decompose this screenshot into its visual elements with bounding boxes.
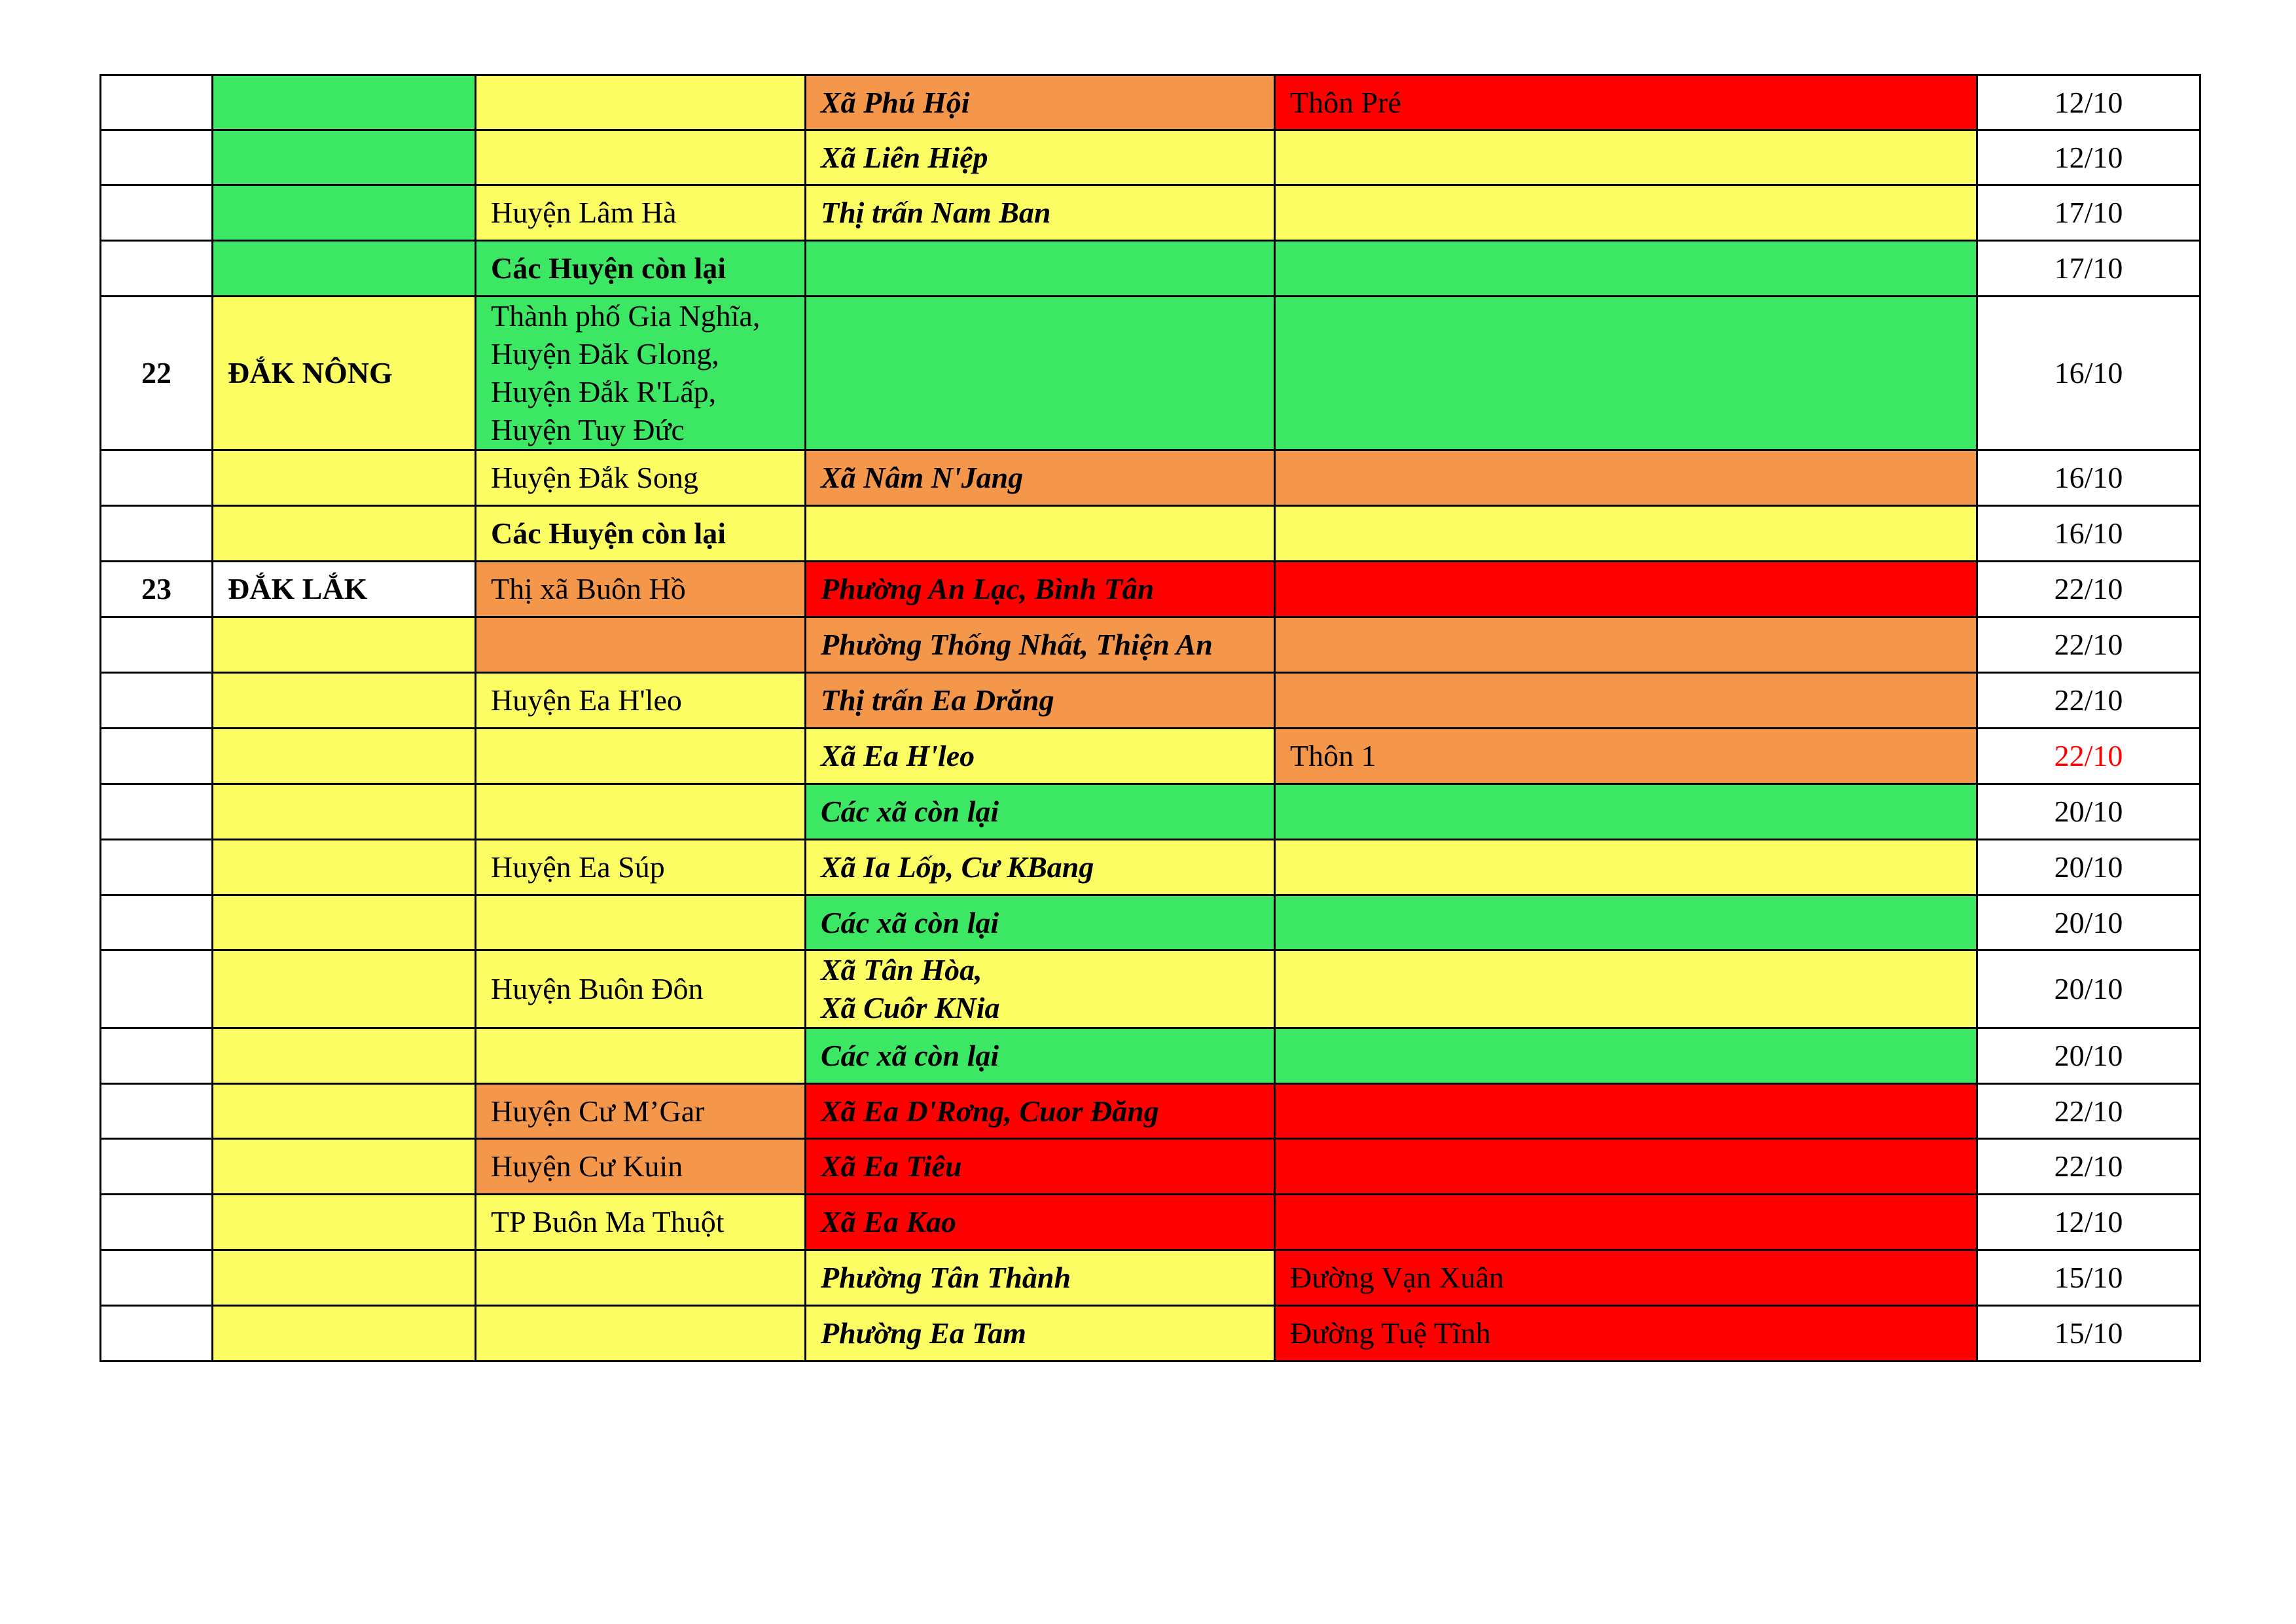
date-cell: 16/10 [1977,297,2200,450]
stt-cell [101,506,213,562]
area-cell: Thôn Pré [1275,75,1977,130]
province-cell [213,895,476,950]
date-cell: 20/10 [1977,950,2200,1028]
date-cell: 17/10 [1977,185,2200,241]
table-row [101,1028,2200,1084]
table-row [101,130,2200,185]
area-cell [1275,1195,1977,1250]
province-cell [213,1084,476,1139]
area-cell [1275,673,1977,729]
commune-cell: Các xã còn lại [806,1028,1275,1084]
area-cell [1275,450,1977,506]
commune-cell: Xã Nâm N'Jang [806,450,1275,506]
table-row [101,729,2200,784]
table-row [101,241,2200,297]
province-cell [213,506,476,562]
province-cell [213,729,476,784]
district-cell: Huyện Cư M’Gar [476,1084,806,1139]
commune-cell [806,297,1275,450]
commune-cell: Phường An Lạc, Bình Tân [806,562,1275,617]
district-cell: Thị xã Buôn Hồ [476,562,806,617]
district-cell [476,895,806,950]
province-cell [213,241,476,297]
area-cell [1275,840,1977,895]
district-cell [476,617,806,673]
province-cell: ĐẮK LẮK [213,562,476,617]
date-cell: 20/10 [1977,840,2200,895]
commune-cell: Thị trấn Nam Ban [806,185,1275,241]
province-cell [213,673,476,729]
area-cell [1275,297,1977,450]
stt-cell [101,1028,213,1084]
table-row [101,1139,2200,1195]
area-cell [1275,241,1977,297]
area-cell [1275,1139,1977,1195]
district-cell: Huyện Đắk Song [476,450,806,506]
date-cell: 22/10 [1977,1084,2200,1139]
area-cell [1275,617,1977,673]
commune-cell: Phường Ea Tam [806,1306,1275,1362]
table-row [101,562,2200,617]
district-cell [476,1028,806,1084]
date-cell: 15/10 [1977,1306,2200,1362]
stt-cell [101,784,213,840]
table-row [101,840,2200,895]
commune-cell: Xã Liên Hiệp [806,130,1275,185]
commune-cell: Các xã còn lại [806,784,1275,840]
district-cell [476,130,806,185]
date-cell: 12/10 [1977,130,2200,185]
table-body [101,75,2200,1362]
date-cell: 16/10 [1977,450,2200,506]
province-cell [213,75,476,130]
province-cell [213,950,476,1028]
district-cell: TP Buôn Ma Thuột [476,1195,806,1250]
commune-cell: Thị trấn Ea Drăng [806,673,1275,729]
commune-cell: Phường Tân Thành [806,1250,1275,1306]
commune-cell: Xã Ea Kao [806,1195,1275,1250]
province-cell [213,1195,476,1250]
area-cell: Đường Vạn Xuân [1275,1250,1977,1306]
stt-cell [101,241,213,297]
table-row [101,1306,2200,1362]
province-cell [213,1306,476,1362]
area-cell [1275,130,1977,185]
date-cell: 20/10 [1977,784,2200,840]
area-cell [1275,185,1977,241]
stt-cell [101,75,213,130]
province-cell [213,450,476,506]
stt-cell [101,1084,213,1139]
stt-cell [101,729,213,784]
table-row [101,1195,2200,1250]
district-cell [476,75,806,130]
stt-cell [101,1139,213,1195]
date-cell: 22/10 [1977,673,2200,729]
table-row [101,950,2200,1028]
date-cell: 12/10 [1977,75,2200,130]
province-cell [213,185,476,241]
district-cell: Huyện Ea H'leo [476,673,806,729]
area-cell [1275,950,1977,1028]
stt-cell [101,185,213,241]
province-cell [213,1250,476,1306]
district-cell: Thành phố Gia Nghĩa, Huyện Đăk Glong, Huyện Đắk R'Lấp, Huyện Tuy Đức [476,297,806,450]
commune-cell: Xã Phú Hội [806,75,1275,130]
date-cell: 20/10 [1977,895,2200,950]
date-cell: 12/10 [1977,1195,2200,1250]
district-cell: Huyện Cư Kuin [476,1139,806,1195]
province-cell [213,1139,476,1195]
province-cell [213,617,476,673]
area-cell [1275,506,1977,562]
table-row [101,895,2200,950]
table-row [101,297,2200,450]
area-cell [1275,895,1977,950]
table-row [101,450,2200,506]
area-cell [1275,1084,1977,1139]
date-cell: 20/10 [1977,1028,2200,1084]
stt-cell [101,617,213,673]
province-cell [213,130,476,185]
commune-cell: Các xã còn lại [806,895,1275,950]
commune-cell: Phường Thống Nhất, Thiện An [806,617,1275,673]
area-cell [1275,562,1977,617]
commune-cell [806,241,1275,297]
area-cell: Thôn 1 [1275,729,1977,784]
risk-level-table [99,74,2201,1362]
district-cell [476,729,806,784]
area-cell [1275,784,1977,840]
table-row [101,617,2200,673]
district-cell: Huyện Buôn Đôn [476,950,806,1028]
stt-cell [101,950,213,1028]
stt-cell [101,450,213,506]
date-cell: 15/10 [1977,1250,2200,1306]
province-cell: ĐẮK NÔNG [213,297,476,450]
district-cell [476,1250,806,1306]
stt-cell: 23 [101,562,213,617]
area-cell: Đường Tuệ Tĩnh [1275,1306,1977,1362]
stt-cell [101,895,213,950]
stt-cell [101,673,213,729]
commune-cell: Xã Ia Lốp, Cư KBang [806,840,1275,895]
table-row [101,784,2200,840]
stt-cell [101,1250,213,1306]
province-cell [213,1028,476,1084]
date-cell: 22/10 [1977,729,2200,784]
commune-cell [806,506,1275,562]
commune-cell: Xã Ea H'leo [806,729,1275,784]
date-cell: 17/10 [1977,241,2200,297]
table-row [101,506,2200,562]
commune-cell: Xã Ea Tiêu [806,1139,1275,1195]
table-row [101,1250,2200,1306]
province-cell [213,840,476,895]
district-cell [476,784,806,840]
stt-cell [101,1195,213,1250]
area-cell [1275,1028,1977,1084]
commune-cell: Xã Ea D'Rơng, Cuor Đăng [806,1084,1275,1139]
date-cell: 22/10 [1977,1139,2200,1195]
stt-cell [101,130,213,185]
district-cell: Huyện Ea Súp [476,840,806,895]
district-cell: Các Huyện còn lại [476,506,806,562]
district-cell [476,1306,806,1362]
date-cell: 22/10 [1977,562,2200,617]
district-cell: Các Huyện còn lại [476,241,806,297]
district-cell: Huyện Lâm Hà [476,185,806,241]
stt-cell: 22 [101,297,213,450]
stt-cell [101,1306,213,1362]
commune-cell: Xã Tân Hòa, Xã Cuôr KNia [806,950,1275,1028]
province-cell [213,784,476,840]
date-cell: 22/10 [1977,617,2200,673]
table-row [101,673,2200,729]
date-cell: 16/10 [1977,506,2200,562]
table-row [101,75,2200,130]
table-row [101,185,2200,241]
table-row [101,1084,2200,1139]
stt-cell [101,840,213,895]
